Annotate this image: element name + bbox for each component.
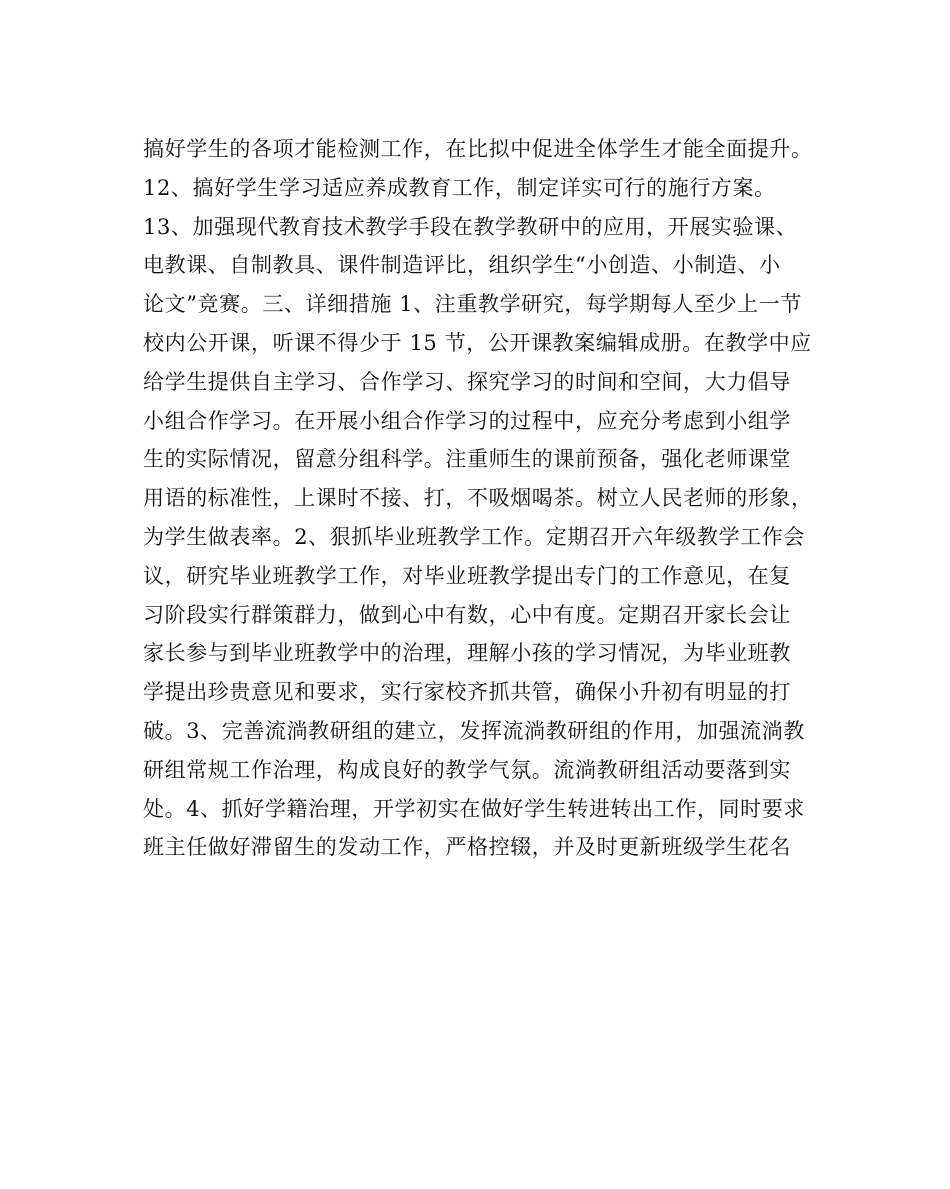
text-line-3: 13、加强现代教育技术教学手段在教学教研中的应用，开展实验课、: [143, 214, 798, 239]
text-line-7: 给学生提供自主学习、合作学习、探究学习的时间和空间，大力倡导: [143, 369, 791, 394]
text-line-12: 议，研究毕业班教学工作，对毕业班教学提出专门的工作意见，在复: [143, 563, 791, 588]
text-line-19: 班主任做好滞留生的发动工作，严格控辍，并及时更新班级学生花名: [143, 835, 791, 860]
text-line-6: 校内公开课，听课不得少于 15 节，公开课教案编辑成册。在教学中应: [143, 330, 812, 355]
text-line-10: 用语的标准性，上课时不接、打，不吸烟喝茶。树立人民老师的形象，: [143, 486, 813, 511]
text-line-11: 为学生做表率。2、狠抓毕业班教学工作。定期召开六年级教学工作会: [143, 524, 805, 549]
text-line-17: 研组常规工作治理，构成良好的教学气氛。流淌教研组活动要落到实: [143, 757, 791, 782]
text-line-4: 电教课、自制教具、课件制造评比，组织学生“小创造、小制造、小: [143, 253, 781, 278]
text-line-1: 搞好学生的各项才能检测工作，在比拟中促进全体学生才能全面提升。: [143, 137, 813, 161]
text-line-2: 12、搞好学生学习适应养成教育工作，制定详实可行的施行方案。: [143, 175, 776, 200]
text-line-16: 破。3、完善流淌教研组的建立，发挥流淌教研组的作用，加强流淌教: [143, 718, 805, 743]
text-line-18: 处。4、抓好学籍治理，开学初实在做好学生转进转出工作，同时要求: [143, 796, 805, 821]
text-line-15: 学提出珍贵意见和要求，实行家校齐抓共管，确保小升初有明显的打: [143, 680, 791, 705]
text-line-8: 小组合作学习。在开展小组合作学习的过程中，应充分考虑到小组学: [143, 408, 791, 433]
text-line-5: 论文”竞赛。三、详细措施 1、注重教学研究，每学期每人至少上一节: [143, 292, 802, 317]
body-text: [143, 130, 833, 867]
text-line-14: 家长参与到毕业班教学中的治理，理解小孩的学习情况，为毕业班教: [143, 641, 791, 666]
text-line-13: 习阶段实行群策群力，做到心中有数，心中有度。定期召开家长会让: [143, 602, 791, 627]
text-line-9: 生的实际情况，留意分组科学。注重师生的课前预备，强化老师课堂: [143, 447, 791, 472]
